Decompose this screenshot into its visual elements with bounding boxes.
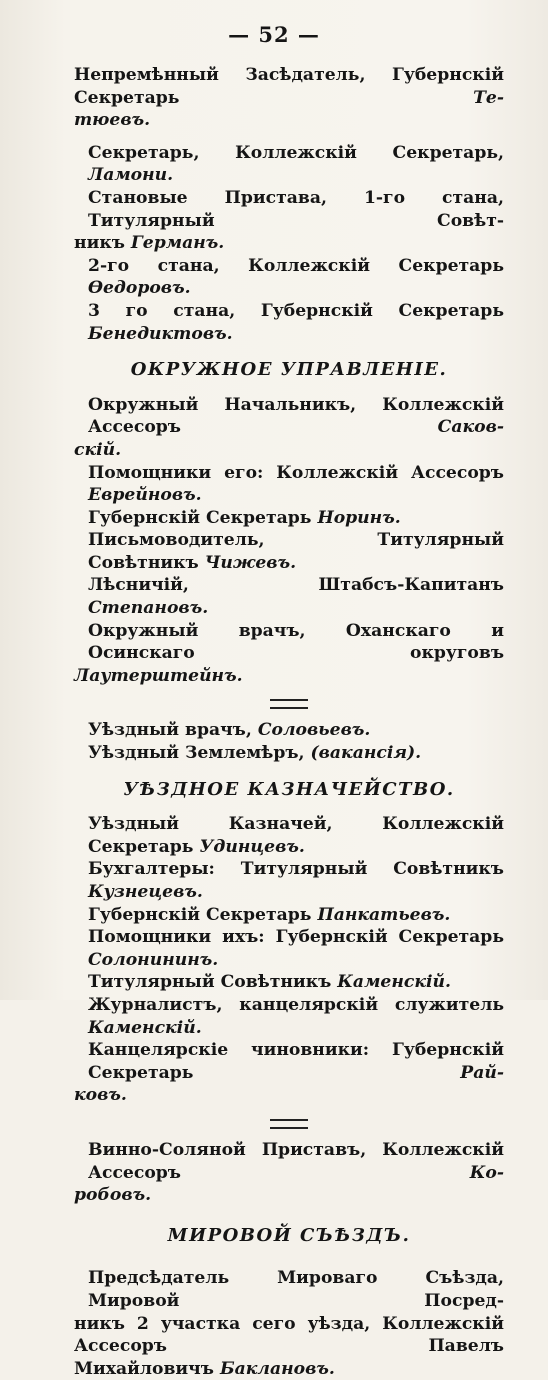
line-name: Чижевъ. [204, 552, 297, 573]
line-text: Губернскій Секретарь [88, 904, 318, 925]
line-text: 2-го стана, Коллежскій Секретарь [88, 255, 504, 276]
text-line [74, 507, 504, 530]
line-text: Уѣздный Казначей, Коллежскій Секретарь [88, 814, 504, 857]
line-text: Помощники ихъ: Губернскій Секретарь [88, 927, 504, 948]
line-name: Ѳедоровъ. [88, 278, 191, 299]
text-line [74, 142, 504, 187]
text-line [74, 813, 504, 858]
section-heading: УѢЗДНОЕ КАЗНАЧЕЙСТВО. [123, 778, 455, 800]
line-text: Журналистъ, канцелярскій служитель [88, 994, 504, 1015]
separator-rule [270, 699, 308, 709]
line-text: Непремѣнный Засѣдатель, Губернскій Секретарь [74, 65, 504, 108]
line-name: Ламони. [88, 165, 174, 186]
line-text: Помощники его: Коллежскій Ассесоръ [88, 462, 504, 483]
line-text: Секретарь, Коллежскій Секретарь, [88, 142, 504, 163]
page-body [74, 64, 504, 1380]
text-line [74, 255, 504, 300]
line-text: Губернскій Секретарь [88, 507, 318, 528]
text-line [74, 742, 504, 765]
line-text: Предсѣдатель Мироваго Съѣзда, Мировой Посред- [88, 1268, 504, 1311]
line-name: тюевъ. [74, 110, 151, 131]
line-text: Становые Пристава, 1-го стана, Титулярный Совѣт- [88, 187, 504, 231]
line-name: Каменскій. [88, 1017, 202, 1038]
section-heading: ОКРУЖНОЕ УПРАВЛЕНІЕ. [130, 359, 448, 381]
text-line [74, 109, 504, 132]
line-name: Ко- [469, 1162, 504, 1183]
line-name: Норинъ. [317, 507, 401, 528]
line-name: Удинцевъ. [199, 836, 305, 857]
text-line [74, 1358, 504, 1380]
line-name: Германъ. [130, 233, 225, 254]
text-line [74, 529, 504, 574]
text-line [74, 300, 504, 345]
line-text: никъ 2 участка сего уѣзда, Коллежскій Ассесоръ Павелъ [74, 1313, 504, 1357]
section-heading: МИРОВОЙ СЪѢЗДЪ. [167, 1224, 411, 1246]
text-line [74, 1039, 504, 1084]
line-name: Бенедиктовъ. [88, 323, 233, 344]
line-name: ковъ. [74, 1085, 127, 1106]
line-name: Те- [473, 87, 504, 108]
line-name: Панкатьевъ. [317, 904, 451, 925]
line-text: Бухгалтеры: Титулярный Совѣтникъ [88, 859, 504, 880]
line-text: Уѣздный Землемѣръ, [88, 743, 311, 764]
line-text: Письмоводитель, Титулярный Совѣтникъ [88, 530, 504, 573]
line-text: Уѣздный врачъ, [88, 720, 258, 741]
text-line [74, 574, 504, 619]
text-line [74, 1139, 504, 1184]
line-text: 3 го стана, Губернскій Секретарь [88, 300, 504, 321]
text-line [74, 187, 504, 232]
line-text: Окружный Начальникъ, Коллежскій Ассесоръ [88, 394, 504, 438]
line-name: Саков- [437, 417, 504, 438]
line-name: Еврейновъ. [88, 485, 202, 506]
line-text: Окружный врачъ, Оханскаго и Осинскаго округовъ [88, 620, 504, 664]
separator-rule [270, 1119, 308, 1129]
line-text: Михайловичъ [74, 1358, 220, 1379]
line-name: Рай- [460, 1062, 504, 1083]
text-line [74, 394, 504, 439]
text-line [74, 232, 504, 255]
line-text: Титулярный Совѣтникъ [88, 972, 338, 993]
text-line [74, 1084, 504, 1107]
line-name: Кузнецевъ. [88, 882, 203, 902]
text-line [74, 858, 504, 903]
line-name: скій. [74, 439, 122, 460]
text-line [74, 994, 504, 1039]
text-line [74, 971, 504, 994]
line-name: Каменскій. [337, 972, 451, 993]
text-line [74, 1267, 504, 1312]
page-number: — 52 — [228, 22, 320, 47]
line-text: Винно-Соляной Приставъ, Коллежскій Ассесоръ [88, 1139, 504, 1183]
line-name: Солонининъ. [88, 949, 219, 970]
line-name: Баклановъ. [219, 1358, 335, 1379]
line-name: Степановъ. [88, 598, 209, 619]
line-text: Лѣсничій, Штабсъ-Капитанъ [88, 575, 504, 596]
line-name: робовъ. [74, 1185, 152, 1206]
text-line [74, 926, 504, 971]
text-line [74, 904, 504, 927]
line-text: Канцелярскіе чиновники: Губернскій Секретарь [88, 1040, 504, 1083]
text-line [74, 1313, 504, 1358]
text-line [74, 439, 504, 462]
text-line [74, 620, 504, 665]
text-line [74, 64, 504, 109]
text-line [74, 719, 504, 742]
line-name: (вакансія). [310, 743, 422, 764]
line-name: Лаутерштейнъ. [74, 665, 243, 686]
text-line [74, 665, 504, 688]
text-line [74, 1184, 504, 1207]
line-name: Соловьевъ. [257, 720, 371, 741]
text-line [74, 462, 504, 507]
line-text: никъ [74, 233, 131, 254]
